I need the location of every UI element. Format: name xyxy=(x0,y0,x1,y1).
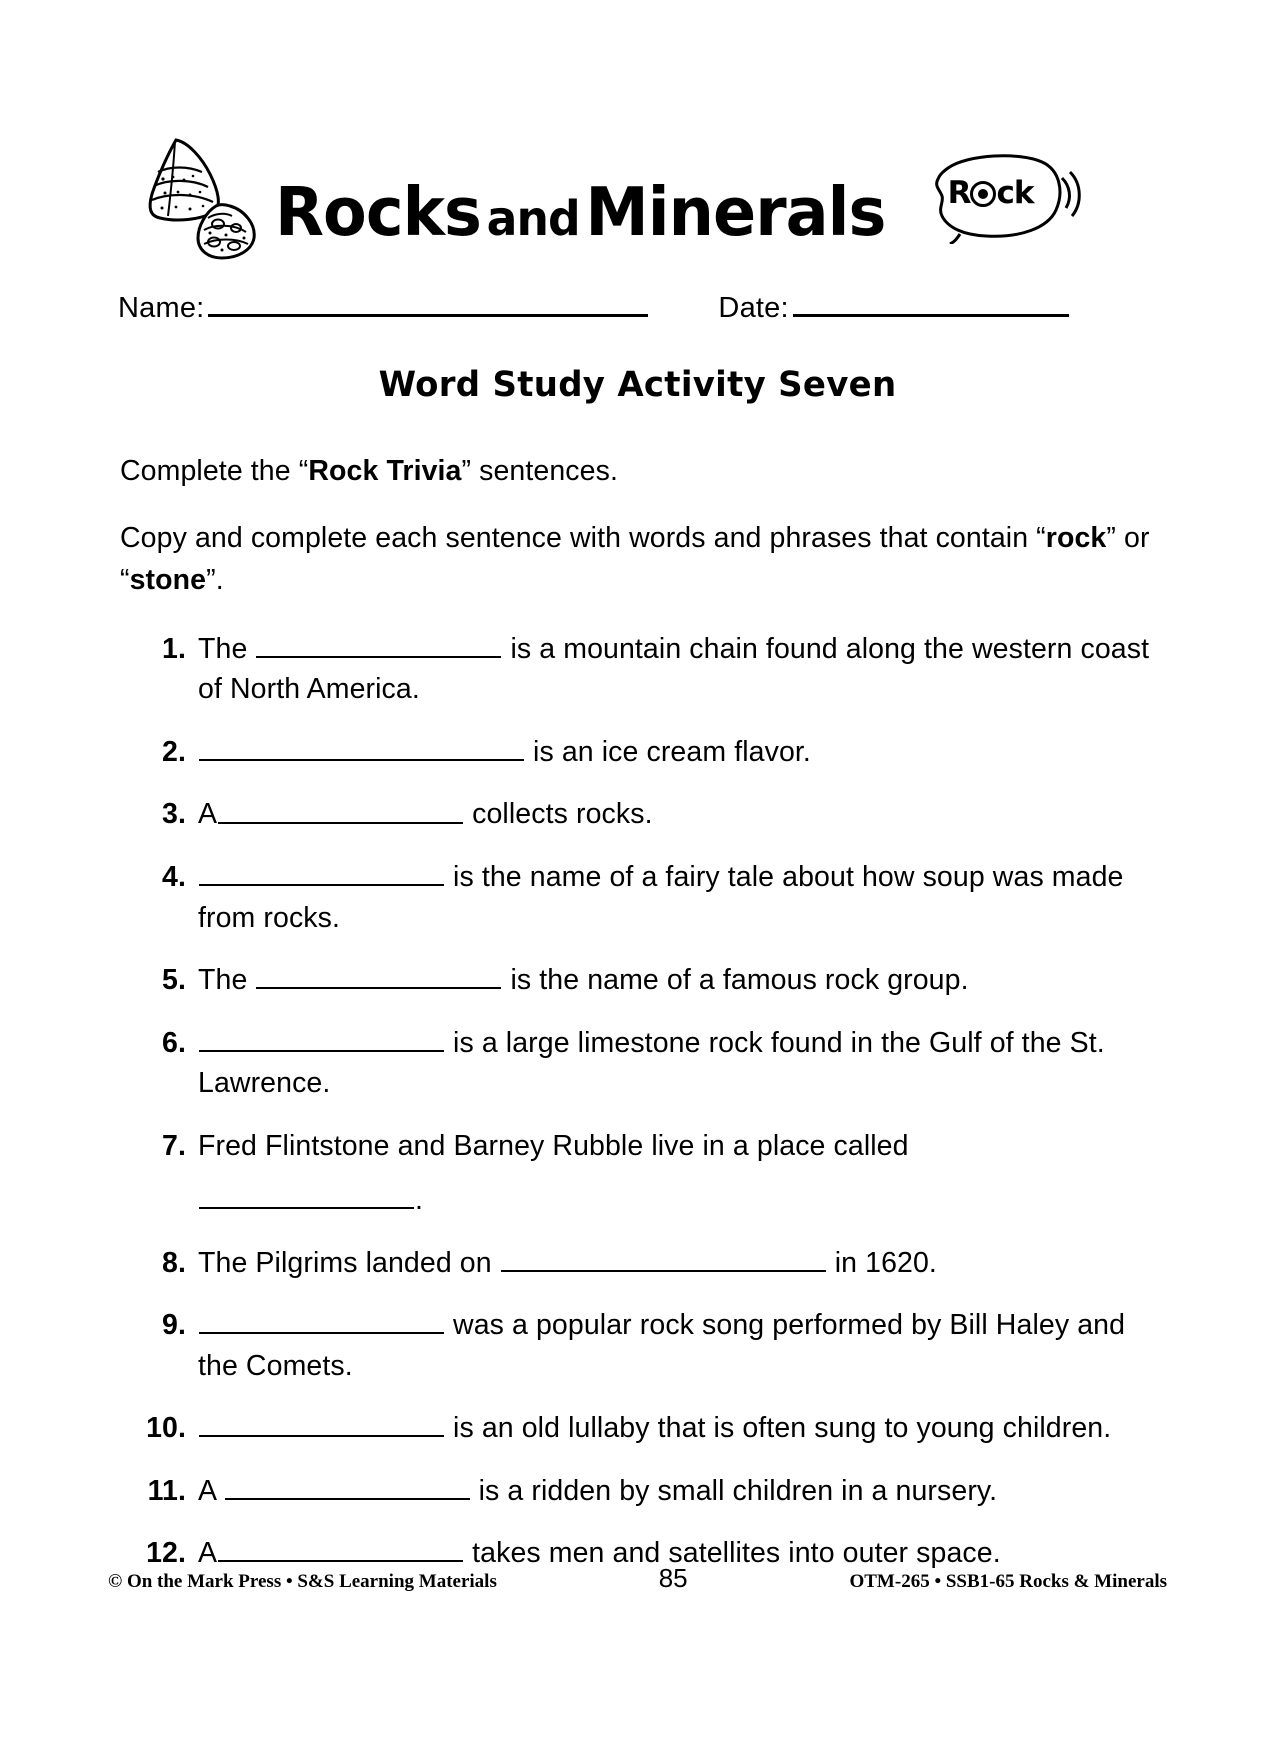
question-text xyxy=(198,629,1157,710)
footer-page-number: 85 xyxy=(658,1563,688,1593)
question-text-after: is an old lullaby that is often sung to young children. xyxy=(445,1412,1112,1445)
answer-blank[interactable] xyxy=(199,1408,444,1437)
instruction-1-bold: Rock Trivia xyxy=(308,455,462,487)
question-text-before: The xyxy=(198,964,256,997)
bubble-text-post: ck xyxy=(996,175,1034,211)
question-number: 2. xyxy=(162,735,186,768)
question-text-after: is a ridden by small children in a nursery. xyxy=(470,1474,998,1507)
page-header xyxy=(0,112,1275,262)
question-text-before: The Pilgrims landed on xyxy=(198,1246,500,1279)
question-text-after: is a large limestone rock found in the Gulf of the St. Lawrence. xyxy=(198,1026,1105,1100)
question-text-before: Fred Flintstone and Barney Rubble live in a place called xyxy=(198,1129,909,1162)
date-label: Date: xyxy=(718,292,789,324)
title-and: and xyxy=(486,191,580,247)
question-text-after: is the name of a fairy tale about how soup was made from rocks. xyxy=(198,861,1124,934)
name-label: Name: xyxy=(118,292,205,324)
answer-blank[interactable] xyxy=(199,1180,414,1209)
activity-title: Word Study Activity Seven xyxy=(378,365,897,405)
question-text-after: is a mountain chain found along the western coast of North America. xyxy=(198,633,1150,706)
target-eye-icon xyxy=(970,181,996,207)
question-text-after: was a popular rock song performed by Bill Haley and the Comets. xyxy=(198,1309,1126,1382)
speech-bubble-rock-icon xyxy=(924,152,1084,244)
footer-product-code: OTM-265 • SSB1-65 Rocks & Minerals xyxy=(849,1571,1167,1592)
instruction-1-post: ” sentences. xyxy=(461,455,618,487)
question-text-before: A xyxy=(198,1537,218,1570)
question-text-after: takes men and satellites into outer space. xyxy=(464,1537,1001,1570)
answer-blank[interactable] xyxy=(218,794,463,823)
instruction-2-mid: ” or “ xyxy=(120,522,1150,596)
question-item xyxy=(132,794,1157,835)
question-text xyxy=(198,1023,1157,1104)
question-text-after: collects rocks. xyxy=(464,798,653,831)
answer-blank[interactable] xyxy=(225,1471,470,1500)
question-text xyxy=(198,1126,1157,1221)
question-text xyxy=(198,732,1157,773)
footer-copyright: © On the Mark Press • S&S Learning Materials xyxy=(108,1571,497,1592)
question-text xyxy=(198,1471,1157,1512)
question-number: 12. xyxy=(146,1537,186,1570)
page-title xyxy=(275,173,886,251)
question-text-after: is an ice cream flavor. xyxy=(525,736,811,768)
worksheet-page xyxy=(0,112,1275,1762)
question-text xyxy=(198,960,1157,1001)
answer-blank[interactable] xyxy=(256,960,501,989)
question-number: 4. xyxy=(162,861,186,893)
instruction-2-post: ”. xyxy=(206,563,224,596)
answer-blank[interactable] xyxy=(199,857,444,886)
question-number: 6. xyxy=(162,1026,186,1059)
question-item xyxy=(132,1023,1157,1104)
question-list xyxy=(0,629,1275,1574)
page-footer xyxy=(0,1563,1275,1594)
question-number: 10. xyxy=(146,1412,186,1445)
title-minerals: Minerals xyxy=(585,173,886,251)
date-input[interactable] xyxy=(793,288,1069,317)
question-text xyxy=(198,1408,1157,1449)
answer-blank[interactable] xyxy=(218,1533,463,1562)
question-item xyxy=(132,732,1157,773)
answer-blank[interactable] xyxy=(199,1023,444,1052)
instruction-line-2 xyxy=(120,518,1155,601)
instruction-line-1 xyxy=(120,451,1155,492)
question-text xyxy=(198,794,1157,835)
question-number: 1. xyxy=(162,632,186,665)
answer-blank[interactable] xyxy=(501,1243,826,1272)
answer-blank-line xyxy=(198,1180,423,1221)
instruction-2-bold-rock: rock xyxy=(1045,522,1107,555)
question-number: 7. xyxy=(162,1129,186,1162)
question-item xyxy=(132,857,1157,938)
question-item xyxy=(132,1471,1157,1512)
instruction-2-bold-stone: stone xyxy=(129,563,207,596)
question-text-before: The xyxy=(198,633,256,665)
question-number: 5. xyxy=(162,964,186,996)
question-number: 9. xyxy=(162,1309,186,1342)
question-text-before: A xyxy=(198,1474,224,1507)
question-item xyxy=(132,629,1157,710)
question-number: 8. xyxy=(162,1246,186,1279)
question-item xyxy=(132,1305,1157,1386)
question-number: 11. xyxy=(147,1474,186,1507)
answer-blank[interactable] xyxy=(199,1305,444,1334)
name-input[interactable] xyxy=(208,288,648,317)
instruction-2-pre: Copy and complete each sentence with words and phrases that contain “ xyxy=(120,522,1046,555)
answer-blank[interactable] xyxy=(199,732,524,761)
instructions xyxy=(0,451,1275,601)
question-text xyxy=(198,1243,1157,1284)
question-text-after: . xyxy=(415,1184,424,1217)
question-text xyxy=(198,1305,1157,1386)
question-number: 3. xyxy=(162,798,186,831)
name-date-row xyxy=(0,288,1275,325)
question-text-before: A xyxy=(198,798,218,831)
title-rocks: Rocks xyxy=(275,173,481,251)
question-item xyxy=(132,1408,1157,1449)
bubble-text-pre: R xyxy=(947,175,971,211)
question-text-after: is the name of a famous rock group. xyxy=(502,964,969,997)
question-item xyxy=(132,1126,1157,1221)
question-text-after: in 1620. xyxy=(826,1246,937,1279)
bubble-label xyxy=(947,175,1034,211)
instruction-1-pre: Complete the “ xyxy=(120,455,309,487)
question-item xyxy=(132,1243,1157,1284)
answer-blank[interactable] xyxy=(256,629,501,658)
question-text xyxy=(198,857,1157,938)
question-item xyxy=(132,960,1157,1001)
rock-cluster-icon xyxy=(118,132,283,262)
